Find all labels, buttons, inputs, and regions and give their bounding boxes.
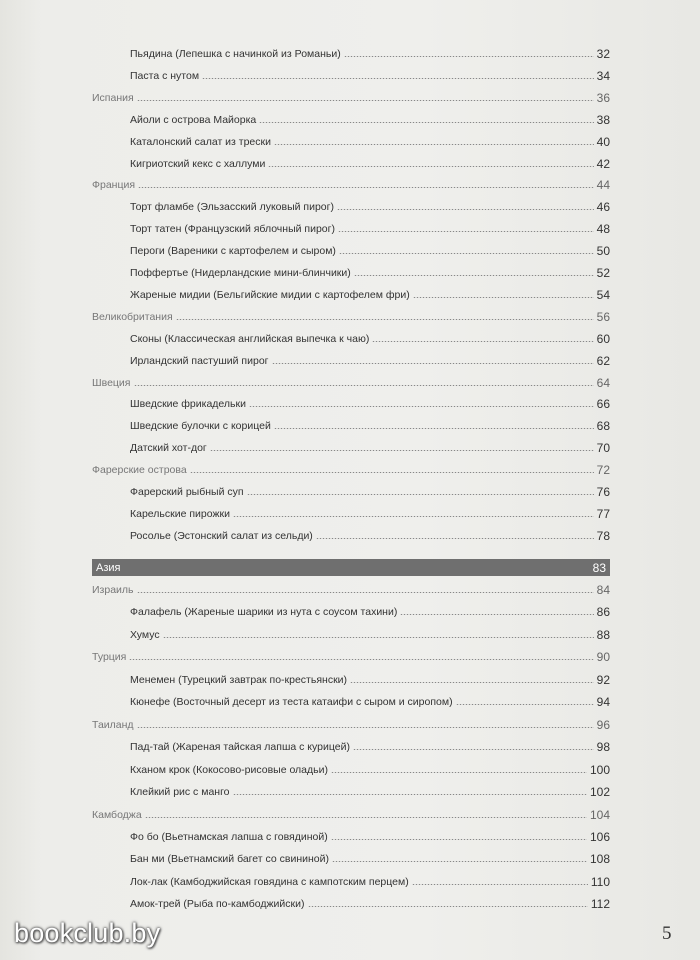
toc-country-row: [92, 369, 610, 389]
dot-leader: [400, 614, 593, 615]
toc-entry-title: Пероги (Вареники с картофелем и сыром): [130, 245, 336, 258]
dot-leader: [249, 406, 594, 407]
dot-leader: [316, 538, 594, 539]
toc-entry-title: Жареные мидии (Бельгийские мидии с картофелем фри): [130, 288, 410, 301]
toc-country-row: [92, 84, 610, 104]
toc-entry-row: [92, 890, 610, 910]
toc-entry-title: Турция: [92, 651, 127, 664]
toc-entry-row: [92, 325, 610, 345]
toc-entry-title: Менемен (Турецкий завтрак по-крестьянски): [130, 673, 348, 686]
page-number: 5: [662, 923, 672, 944]
toc-entry-title: Торт татен (Французский яблочный пирог): [130, 223, 335, 236]
toc-entry-row: [92, 434, 610, 454]
toc-page-number: 38: [596, 112, 610, 127]
toc-page-number: 106: [589, 829, 610, 844]
toc-entry-title: Датский хот-дог: [130, 442, 207, 455]
dot-leader: [331, 839, 587, 840]
dot-leader: [272, 363, 594, 364]
toc-entry-row: [92, 500, 610, 520]
toc-entry-title: Израиль: [92, 584, 134, 596]
toc-page-number: 50: [596, 244, 610, 259]
dot-leader: [337, 209, 594, 210]
toc-page-number: 90: [596, 650, 610, 665]
toc-page-number: 48: [596, 222, 610, 237]
toc-country-row: [92, 171, 610, 191]
toc-entry-row: [92, 106, 610, 126]
toc-entry-title: Таиланд: [92, 718, 134, 731]
toc-entry-row: [92, 259, 610, 279]
toc-page-number: 102: [589, 785, 610, 800]
dot-leader: [190, 472, 594, 473]
toc-entry-title: Лок-лак (Камбоджийская говядина с кампотским перцем): [130, 875, 409, 888]
toc-entry-row: [92, 688, 610, 708]
dot-leader: [274, 428, 594, 429]
toc-entry-row: [92, 40, 610, 60]
toc-page-number: 62: [596, 353, 610, 368]
dot-leader: [331, 772, 587, 773]
toc-entry-row: [92, 128, 610, 148]
toc-page-number: 42: [596, 156, 610, 171]
toc-page-number: 34: [596, 68, 610, 83]
dot-leader: [176, 319, 594, 320]
toc-page-number: 98: [596, 740, 610, 755]
toc-page-number: 86: [596, 605, 610, 620]
toc-entry-title: Пад-тай (Жареная тайская лапша с курицей): [130, 741, 350, 754]
toc-entry-row: [92, 347, 610, 367]
toc-entry-title: Хумус: [130, 628, 160, 641]
toc-page-number: 110: [590, 874, 610, 889]
toc-entry-row: [92, 412, 610, 432]
dot-leader: [247, 494, 594, 495]
dot-leader: [137, 727, 594, 728]
dot-leader: [233, 516, 594, 517]
dot-leader: [138, 187, 594, 188]
toc-page-number: 54: [596, 287, 610, 302]
dot-leader: [202, 78, 594, 79]
dot-leader: [332, 861, 587, 862]
dot-leader: [233, 794, 587, 795]
toc-entry-row: [92, 478, 610, 498]
region-header-asia: [92, 559, 610, 576]
toc-entry-title: Кханом крок (Кокосово-рисовые оладьи): [130, 763, 328, 776]
toc-entry-title: Фарерские острова: [92, 464, 187, 477]
region-title: Азия: [96, 561, 121, 574]
dot-leader: [338, 231, 594, 232]
toc-entry-row: [92, 522, 610, 542]
toc-entry-title: Поффертье (Нидерландские мини-блинчики): [130, 267, 351, 279]
dot-leader: [456, 704, 594, 705]
toc-entry-title: Ирландский пастуший пирог: [130, 354, 269, 367]
toc-entry-title: Амок-трей (Рыба по-камбоджийски): [130, 898, 305, 911]
dot-leader: [163, 637, 594, 638]
dot-leader: [412, 884, 588, 885]
toc-entry-title: Шведские фрикадельки: [130, 398, 246, 411]
dot-leader: [129, 659, 593, 660]
toc-page-number: 66: [596, 397, 610, 412]
toc-country-row: [92, 576, 610, 596]
toc-page-number: 94: [596, 695, 610, 710]
toc-entry-title: Камбоджа: [92, 808, 142, 821]
toc-entry-row: [92, 237, 610, 257]
toc-entry-title: Росолье (Эстонский салат из сельди): [130, 529, 313, 542]
toc-entry-row: [92, 193, 610, 213]
dot-leader: [145, 817, 587, 818]
toc-page-number: 32: [596, 47, 610, 61]
toc-entry-title: Испания: [92, 91, 134, 104]
toc-page-number: 68: [596, 419, 610, 434]
toc-entry-row: [92, 733, 610, 753]
toc-entry-title: Фалафель (Жареные шарики из нута с соусом тахини): [130, 606, 398, 619]
dot-leader: [137, 100, 594, 101]
toc-country-row: [92, 456, 610, 476]
dot-leader: [344, 56, 594, 57]
toc-entry-title: Фарерский рыбный суп: [130, 486, 244, 498]
toc-entry-row: [92, 621, 610, 641]
toc-entry-title: Кигриотский кекс с халлуми: [130, 157, 266, 170]
toc-entry-title: Паста с нутом: [130, 69, 200, 82]
toc-page-number: 40: [596, 134, 610, 149]
toc-entry-title: Кюнефе (Восточный десерт из теста катаифи с сыром и сиропом): [130, 696, 453, 709]
toc-entry-row: [92, 598, 610, 618]
toc-page-number: 44: [596, 178, 610, 193]
dot-leader: [413, 297, 594, 298]
site-watermark: bookclub.by: [14, 918, 161, 948]
toc-page-number: 64: [596, 375, 610, 390]
toc-page-number: 77: [596, 506, 610, 521]
toc-entry-title: Айоли с острова Майорка: [130, 113, 257, 126]
toc-entry-title: Торт фламбе (Эльзасский луковый пирог): [130, 201, 334, 214]
toc-page-number: 70: [596, 441, 610, 456]
toc-entry-row: [92, 823, 610, 843]
toc-country-row: [92, 303, 610, 323]
toc-page-number: 36: [596, 90, 610, 105]
toc-page-number: 56: [596, 309, 610, 324]
toc-entry-row: [92, 778, 610, 798]
toc-page-number: 112: [590, 897, 610, 912]
toc-entry-row: [92, 666, 610, 686]
toc-entry-title: Бан ми (Вьетнамский багет со свининой): [130, 853, 329, 866]
dot-leader: [268, 166, 593, 167]
toc-entry-row: [92, 756, 610, 776]
toc-entry-row: [92, 845, 610, 865]
toc-page-number: 104: [589, 807, 610, 822]
toc-entry-title: Шведские булочки с корицей: [130, 420, 271, 433]
toc-country-row: [92, 643, 610, 663]
dot-leader: [210, 450, 594, 451]
dot-leader: [354, 275, 594, 276]
dot-leader: [134, 385, 594, 386]
toc-country-row: [92, 711, 610, 731]
toc-entry-title: Карельские пирожки: [130, 507, 230, 520]
toc-page-number: 52: [596, 266, 610, 280]
toc-entry-row: [92, 150, 610, 170]
toc-page-number: 72: [596, 463, 610, 478]
toc-page-number: 76: [596, 485, 610, 499]
dot-leader: [353, 749, 594, 750]
toc-page-number: 88: [596, 627, 610, 642]
toc-entry-row: [92, 868, 610, 888]
dot-leader: [339, 253, 594, 254]
toc-entry-title: Великобритания: [92, 310, 173, 323]
toc-entry-row: [92, 215, 610, 235]
toc-page-number: 100: [589, 762, 610, 777]
dot-leader: [308, 906, 588, 907]
dot-leader: [259, 122, 593, 123]
toc-entry-row: [92, 62, 610, 82]
toc-entry-title: Франция: [92, 179, 136, 192]
toc-country-row: [92, 801, 610, 821]
toc-entry-title: Каталонский салат из трески: [130, 135, 271, 148]
toc-entry-title: Фо бо (Вьетнамская лапша с говядиной): [130, 830, 328, 843]
toc-entry-title: Клейкий рис с манго: [130, 786, 230, 799]
dot-leader: [137, 592, 594, 593]
region-page: 83: [592, 560, 606, 575]
toc-page-number: 46: [596, 200, 610, 215]
toc-page-number: 78: [596, 528, 610, 543]
toc-page-number: 84: [596, 583, 610, 597]
toc-page-number: 96: [596, 717, 610, 732]
toc-entry-title: Швеция: [92, 376, 131, 389]
dot-leader: [274, 144, 594, 145]
toc-page-number: 60: [596, 331, 610, 346]
toc-entry-title: Пьядина (Лепешка с начинкой из Романьи): [130, 48, 341, 60]
toc-entry-title: Сконы (Классическая английская выпечка к чаю): [130, 332, 370, 345]
dot-leader: [350, 682, 594, 683]
toc-page-number: 92: [596, 672, 610, 687]
dot-leader: [372, 341, 593, 342]
toc-entry-row: [92, 281, 610, 301]
toc-page-number: 108: [589, 852, 610, 867]
toc-entry-row: [92, 390, 610, 410]
